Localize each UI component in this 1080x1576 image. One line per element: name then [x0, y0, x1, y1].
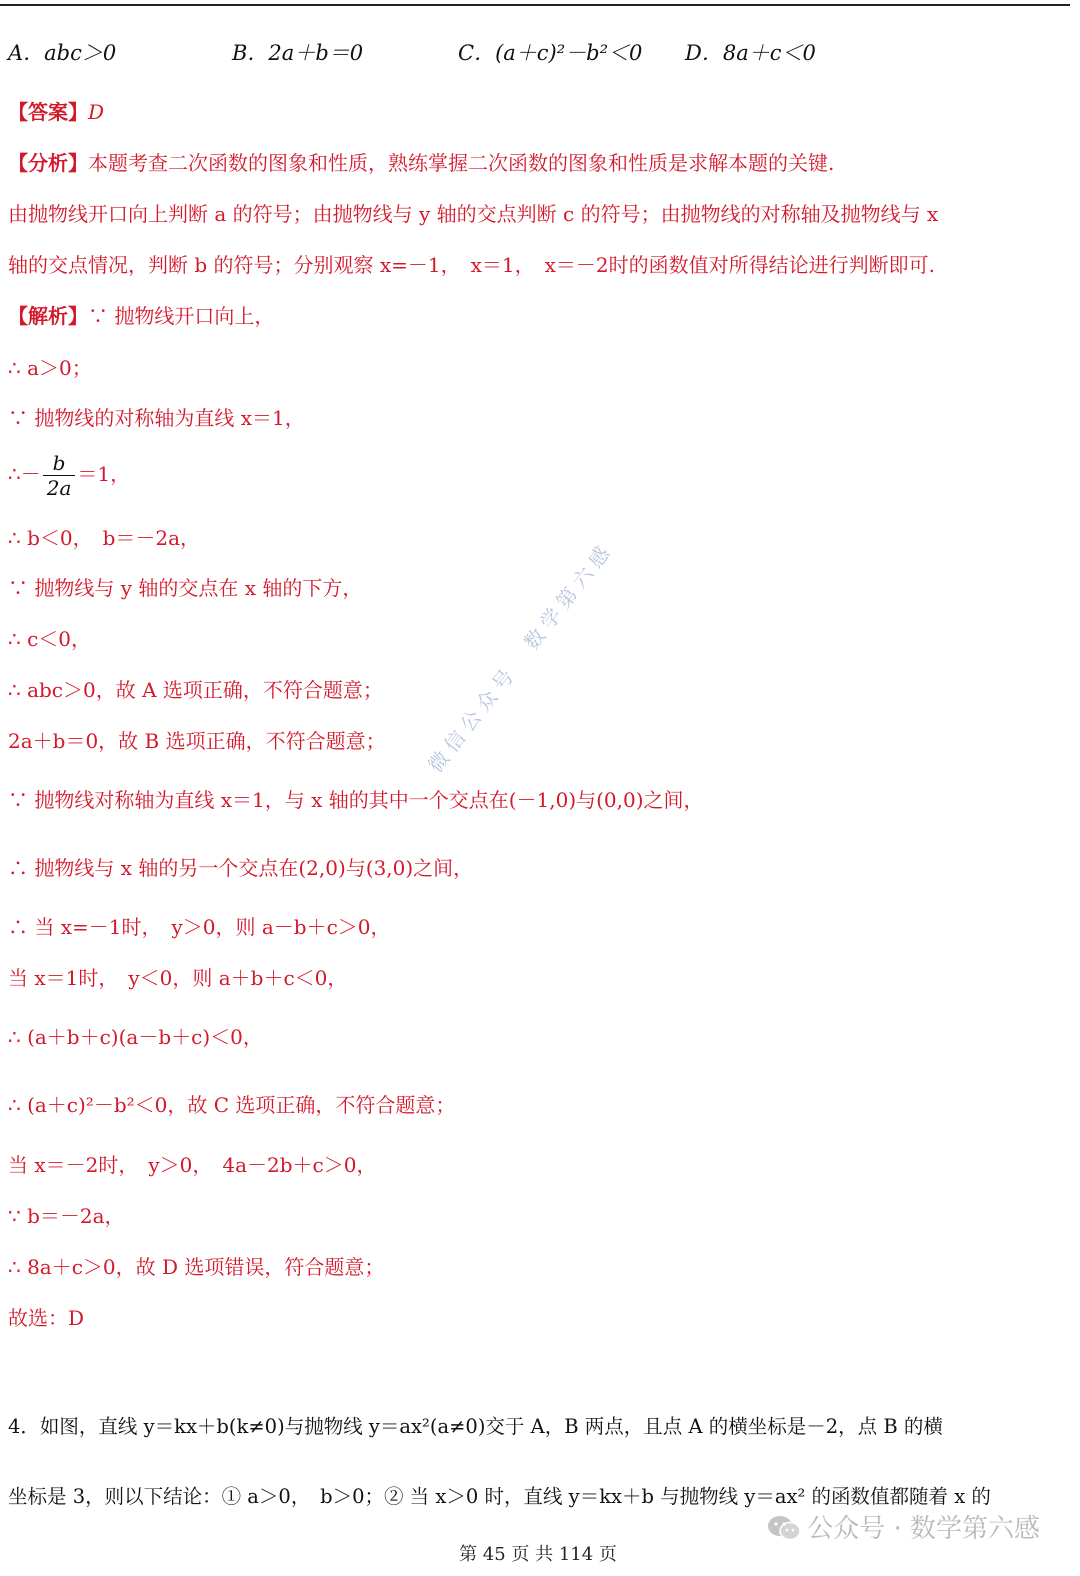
solution-text-0: ∵ 抛物线开口向上，	[88, 304, 275, 328]
solution-line-4: ∴ b＜0， b＝－2a，	[8, 526, 201, 550]
solution-line-0	[8, 303, 274, 329]
solution-tag: 【解析】	[8, 304, 88, 328]
solution-line-15: 当 x＝－2时， y＞0， 4a－2b＋c＞0，	[8, 1153, 377, 1177]
analysis-tag: 【分析】	[8, 151, 88, 175]
page-number: 第 45 页 共 114 页	[459, 1544, 617, 1565]
fraction-numerator: b	[43, 451, 76, 476]
option-a: A．abc＞0	[8, 41, 117, 65]
footer-brand-text: 公众号 · 数学第六感	[807, 1514, 1040, 1544]
solution-line-13: ∴ (a＋b＋c)(a－b＋c)＜0，	[8, 1025, 263, 1049]
solution-line-18: 故选：D	[8, 1306, 85, 1330]
solution-line-5: ∵ 抛物线与 y 轴的交点在 x 轴的下方，	[8, 576, 363, 600]
question-4-line-2: 坐标是 3，则以下结论：① a＞0， b＞0；② 当 x＞0 时，直线 y＝kx＋b 与抛物线 y＝ax² 的函数值都随着 x 的	[8, 1485, 991, 1508]
analysis-line-1	[8, 150, 834, 176]
answer-line	[8, 99, 104, 125]
solution-line-8: 2a＋b＝0，故 B 选项正确，不符合题意；	[8, 729, 386, 753]
watermark: 微信公众号 数学第六感	[423, 537, 619, 778]
analysis-line-2: 由抛物线开口向上判断 a 的符号；由抛物线与 y 轴的交点判断 c 的符号；由抛物线的对称轴及抛物线与 x	[8, 202, 939, 226]
question-4-line-1: 4．如图，直线 y＝kx＋b(k≠0)与抛物线 y＝ax²(a≠0)交于 A，B 两点，且点 A 的横坐标是－2，点 B 的横	[8, 1415, 943, 1438]
solution-line-6: ∴ c＜0，	[8, 627, 92, 651]
top-rule	[0, 4, 1070, 6]
wechat-icon	[767, 1515, 801, 1541]
solution-3-suffix: ＝1，	[77, 462, 131, 486]
solution-line-3	[8, 450, 130, 500]
solution-line-2: ∵ 抛物线的对称轴为直线 x＝1，	[8, 406, 305, 430]
option-b: B．2a＋b＝0	[232, 41, 364, 65]
answer-tag: 【答案】	[8, 100, 88, 124]
solution-line-16: ∵ b＝－2a，	[8, 1204, 125, 1228]
solution-3-prefix: ∴－	[8, 462, 41, 486]
option-d: D．8a＋c＜0	[685, 41, 816, 65]
solution-line-11: ∴ 当 x=－1时， y＞0，则 a－b＋c＞0，	[8, 915, 391, 939]
answer-value: D	[88, 100, 105, 124]
analysis-text-1: 本题考查二次函数的图象和性质，熟练掌握二次函数的图象和性质是求解本题的关键.	[88, 151, 835, 175]
solution-line-7: ∴ abc＞0，故 A 选项正确，不符合题意；	[8, 678, 383, 702]
option-c: C．(a＋c)²－b²＜0	[458, 41, 643, 65]
solution-line-17: ∴ 8a＋c＞0，故 D 选项错误，符合题意；	[8, 1255, 385, 1279]
solution-line-1: ∴ a＞0；	[8, 356, 92, 380]
solution-line-14: ∴ (a＋c)²－b²＜0，故 C 选项正确，不符合题意；	[8, 1093, 456, 1117]
solution-line-9: ∵ 抛物线对称轴为直线 x＝1，与 x 轴的其中一个交点在(－1,0)与(0,0)之间，	[8, 788, 704, 812]
analysis-line-3: 轴的交点情况，判断 b 的符号；分别观察 x=－1， x＝1， x＝－2时的函数值对所得结论进行判断即可.	[8, 253, 936, 277]
fraction	[43, 451, 76, 500]
solution-line-10: ∴ 抛物线与 x 轴的另一个交点在(2,0)与(3,0)之间，	[8, 856, 474, 880]
fraction-denominator: 2a	[46, 476, 72, 500]
solution-line-12: 当 x＝1时， y＜0，则 a＋b＋c＜0，	[8, 966, 348, 990]
